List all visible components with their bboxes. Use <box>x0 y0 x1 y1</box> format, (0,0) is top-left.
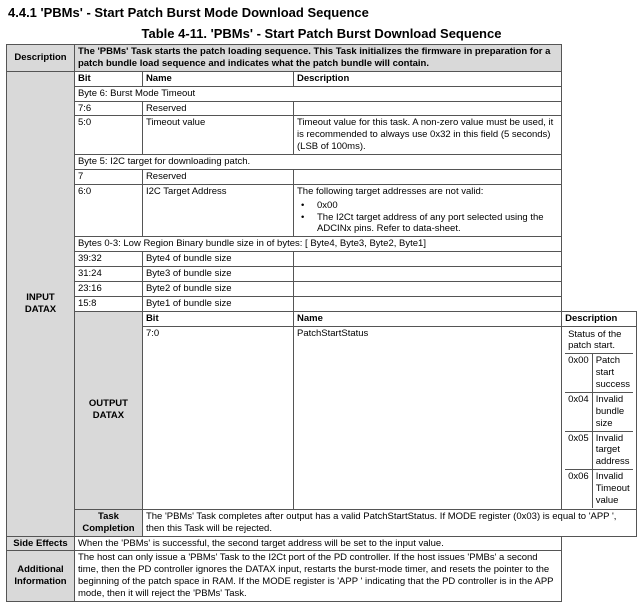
section-heading: 4.4.1 'PBMs' - Start Patch Burst Mode Download Sequence <box>8 5 369 20</box>
invalid-address-list <box>297 200 558 236</box>
input-col-name: Name <box>142 71 293 86</box>
desc-cell: Timeout value for this task. A non-zero value must be used, it is recommended to always use 0x32 in this field (5 seconds) (LSB of 100ms). <box>294 116 562 155</box>
bit-cell: 15:8 <box>74 296 142 311</box>
status-meaning: Invalid Timeout value <box>592 470 633 508</box>
input-label: INPUT DATAX <box>7 71 75 536</box>
task-completion-text: The 'PBMs' Task completes after output has a valid PatchStartStatus. If MODE register (0x03) is equal to 'APP ', then this Task will be rejected. <box>142 509 636 536</box>
desc-cell <box>294 252 562 267</box>
desc-text: The following target addresses are not valid: <box>297 185 484 197</box>
status-meaning: Invalid bundle size <box>592 392 633 431</box>
input-col-desc: Description <box>294 71 562 86</box>
status-row <box>565 431 633 470</box>
name-cell: Byte1 of bundle size <box>142 296 293 311</box>
bit-cell: 7:6 <box>74 101 142 116</box>
bytes03-heading: Bytes 0-3: Low Region Binary bundle size in of bytes: [ Byte4, Byte3, Byte2, Byte1] <box>74 237 561 252</box>
pbms-table <box>6 44 637 602</box>
table-row <box>7 101 637 116</box>
desc-cell <box>294 184 562 237</box>
table-row <box>7 155 637 170</box>
table-row <box>7 86 637 101</box>
name-cell: I2C Target Address <box>142 184 293 237</box>
name-cell: Timeout value <box>142 116 293 155</box>
table-title: Table 4-11. 'PBMs' - Start Patch Burst Download Sequence <box>141 26 502 41</box>
side-effects-label: Side Effects <box>7 536 75 551</box>
status-heading: Status of the patch start. <box>565 328 633 354</box>
status-code: 0x04 <box>565 392 592 431</box>
list-item: • The I2Ct target address of any port selected using the ADCINx pins. Refer to data-sheet. <box>297 212 558 236</box>
bit-cell: 7 <box>74 169 142 184</box>
output-col-bit: Bit <box>142 311 293 326</box>
table-row <box>7 116 637 155</box>
desc-cell <box>294 267 562 282</box>
status-row <box>565 470 633 508</box>
name-cell: Reserved <box>142 169 293 184</box>
output-col-name: Name <box>294 311 562 326</box>
bit-cell: 6:0 <box>74 184 142 237</box>
desc-cell <box>294 169 562 184</box>
description-label: Description <box>7 45 75 72</box>
input-header-row <box>7 71 637 86</box>
table-row <box>7 267 637 282</box>
table-row <box>7 184 637 237</box>
table-row <box>7 237 637 252</box>
task-completion-row <box>7 509 637 536</box>
bit-cell: 31:24 <box>74 267 142 282</box>
input-col-bit: Bit <box>74 71 142 86</box>
status-row <box>565 392 633 431</box>
status-meaning: Invalid target address <box>592 431 633 470</box>
output-header-row <box>7 311 637 326</box>
status-cell <box>562 326 637 509</box>
output-col-desc: Description <box>562 311 637 326</box>
desc-cell <box>294 296 562 311</box>
table-row <box>7 252 637 267</box>
task-completion-label: Task Completion <box>74 509 142 536</box>
bit-cell: 7:0 <box>142 326 293 509</box>
table-row <box>7 296 637 311</box>
status-code: 0x06 <box>565 470 592 508</box>
name-cell: Reserved <box>142 101 293 116</box>
name-cell: Byte3 of bundle size <box>142 267 293 282</box>
status-code-table <box>565 328 633 508</box>
bit-cell: 5:0 <box>74 116 142 155</box>
desc-cell <box>294 101 562 116</box>
output-label: OUTPUT DATAX <box>74 311 142 509</box>
desc-cell <box>294 281 562 296</box>
side-effects-text: When the 'PBMs' is successful, the second target address will be set to the input value. <box>74 536 561 551</box>
description-text: The 'PBMs' Task starts the patch loading sequence. This Task initializes the firmware in preparation for a patch bundle load sequence and indicates what the patch bundle will contain. <box>74 45 561 72</box>
list-item: • 0x00 <box>297 200 558 212</box>
table-row <box>7 281 637 296</box>
status-code: 0x00 <box>565 354 592 393</box>
byte6-heading: Byte 6: Burst Mode Timeout <box>74 86 561 101</box>
name-cell: Byte2 of bundle size <box>142 281 293 296</box>
additional-info-row <box>7 551 637 602</box>
status-row <box>565 354 633 393</box>
name-cell: PatchStartStatus <box>294 326 562 509</box>
name-cell: Byte4 of bundle size <box>142 252 293 267</box>
bit-cell: 23:16 <box>74 281 142 296</box>
side-effects-row <box>7 536 637 551</box>
additional-info-text: The host can only issue a 'PBMs' Task to the I2Ct port of the PD controller. If the host issues 'PMBs' a second time, then the PD controller ignores the DATAX input, restarts the burst-mode timer, and resets the pointer to the beginning of the patch space in RAM. If the MODE register is 'APP ' indicating that the PD controller is in the APP mode, then it will reject the 'PBMs' Task. <box>74 551 561 602</box>
status-meaning: Patch start success <box>592 354 633 393</box>
table-row <box>7 169 637 184</box>
status-code: 0x05 <box>565 431 592 470</box>
description-row <box>7 45 637 72</box>
additional-info-label: Additional Information <box>7 551 75 602</box>
byte5-heading: Byte 5: I2C target for downloading patch. <box>74 155 561 170</box>
bit-cell: 39:32 <box>74 252 142 267</box>
